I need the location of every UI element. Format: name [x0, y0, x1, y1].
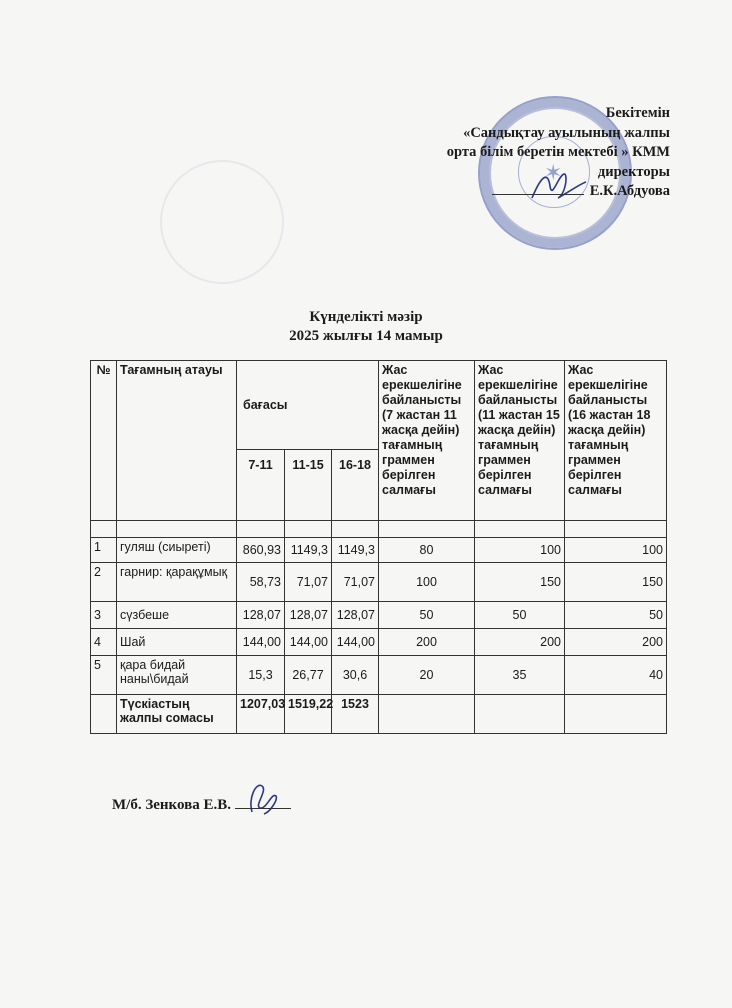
table-spacer-row [91, 521, 667, 538]
nurse-signature-blank [235, 808, 291, 809]
row-price-16-18: 1149,3 [332, 538, 379, 563]
row-price-7-11: 58,73 [237, 563, 285, 602]
row-weight-16-18: 150 [565, 563, 667, 602]
table-header-row-1 [91, 361, 667, 450]
row-dish: қара бидай наны\бидай [117, 656, 237, 695]
row-weight-11-15: 100 [475, 538, 565, 563]
stamp-emblem: ✶ [544, 160, 563, 185]
row-number: 3 [91, 602, 117, 629]
director-name: Е.К.Абдуова [589, 183, 670, 199]
row-price-16-18: 30,6 [332, 656, 379, 695]
header-age-11-15: Жас ерекшелігіне байланысты (11 жастан 15 жасқа дейін) тағамның граммен берілген салмағы [475, 361, 565, 521]
menu-title: Күнделікті мәзір [309, 309, 423, 325]
table-total-row [91, 695, 667, 734]
row-price-11-15: 144,00 [285, 629, 332, 656]
header-age-7-11: Жас ерекшелігіне байланысты (7 жастан 11 жасқа дейін) тағамның граммен берілген салмағы [379, 361, 475, 521]
total-price-11-15: 1519,22 [285, 695, 332, 734]
header-number: № [91, 361, 117, 521]
row-weight-7-11: 20 [379, 656, 475, 695]
approval-line-1: Бекітемін [605, 105, 670, 121]
table-row [91, 629, 667, 656]
row-weight-16-18: 100 [565, 538, 667, 563]
row-price-7-11: 128,07 [237, 602, 285, 629]
header-price-11-15: 11-15 [285, 450, 332, 521]
table-row [91, 538, 667, 563]
menu-date: 2025 жылғы 14 мамыр [289, 328, 443, 344]
total-price-7-11: 1207,03 [237, 695, 285, 734]
row-number: 2 [91, 563, 117, 602]
row-price-11-15: 26,77 [285, 656, 332, 695]
row-dish: сүзбеше [117, 602, 237, 629]
header-price-16-18: 16-18 [332, 450, 379, 521]
row-price-7-11: 15,3 [237, 656, 285, 695]
row-weight-11-15: 35 [475, 656, 565, 695]
row-price-7-11: 144,00 [237, 629, 285, 656]
row-price-16-18: 71,07 [332, 563, 379, 602]
row-dish: Шай [117, 629, 237, 656]
row-weight-11-15: 150 [475, 563, 565, 602]
approval-block [447, 104, 670, 202]
row-dish: гуляш (сиыреті) [117, 538, 237, 563]
header-age-16-18: Жас ерекшелігіне байланысты (16 жастан 18 жасқа дейін) тағамның граммен берілген салмағы [565, 361, 667, 521]
approval-line-4: директоры [597, 163, 670, 180]
nurse-name: М/б. Зенкова Е.В. [112, 797, 231, 813]
row-price-11-15: 128,07 [285, 602, 332, 629]
approval-line-5 [447, 182, 670, 202]
row-number: 1 [91, 538, 117, 563]
row-weight-7-11: 80 [379, 538, 475, 563]
row-weight-16-18: 200 [565, 629, 667, 656]
total-label: Түскіастың жалпы сомасы [117, 695, 237, 734]
table-row [91, 563, 667, 602]
table-row [91, 656, 667, 695]
header-price: бағасы [237, 361, 379, 450]
row-price-16-18: 128,07 [332, 602, 379, 629]
row-weight-11-15: 200 [475, 629, 565, 656]
row-weight-7-11: 100 [379, 563, 475, 602]
nurse-signature-line [112, 797, 291, 814]
row-dish: гарнир: қарақұмық [117, 563, 237, 602]
signature-blank [492, 194, 584, 195]
row-number: 4 [91, 629, 117, 656]
row-weight-11-15: 50 [475, 602, 565, 629]
ghost-seal-shadow [160, 160, 284, 284]
menu-table [90, 360, 667, 734]
row-number: 5 [91, 656, 117, 695]
total-price-16-18: 1523 [332, 695, 379, 734]
row-weight-16-18: 40 [565, 656, 667, 695]
table-row [91, 602, 667, 629]
row-price-11-15: 1149,3 [285, 538, 332, 563]
row-price-16-18: 144,00 [332, 629, 379, 656]
header-dish-name: Тағамның атауы [117, 361, 237, 521]
approval-line-2: «Сандықтау ауылының жалпы [463, 124, 670, 141]
row-price-7-11: 860,93 [237, 538, 285, 563]
row-price-11-15: 71,07 [285, 563, 332, 602]
header-price-7-11: 7-11 [237, 450, 285, 521]
row-weight-16-18: 50 [565, 602, 667, 629]
row-weight-7-11: 200 [379, 629, 475, 656]
row-weight-7-11: 50 [379, 602, 475, 629]
approval-line-3: орта білім беретін мектебі » КММ [446, 144, 670, 160]
